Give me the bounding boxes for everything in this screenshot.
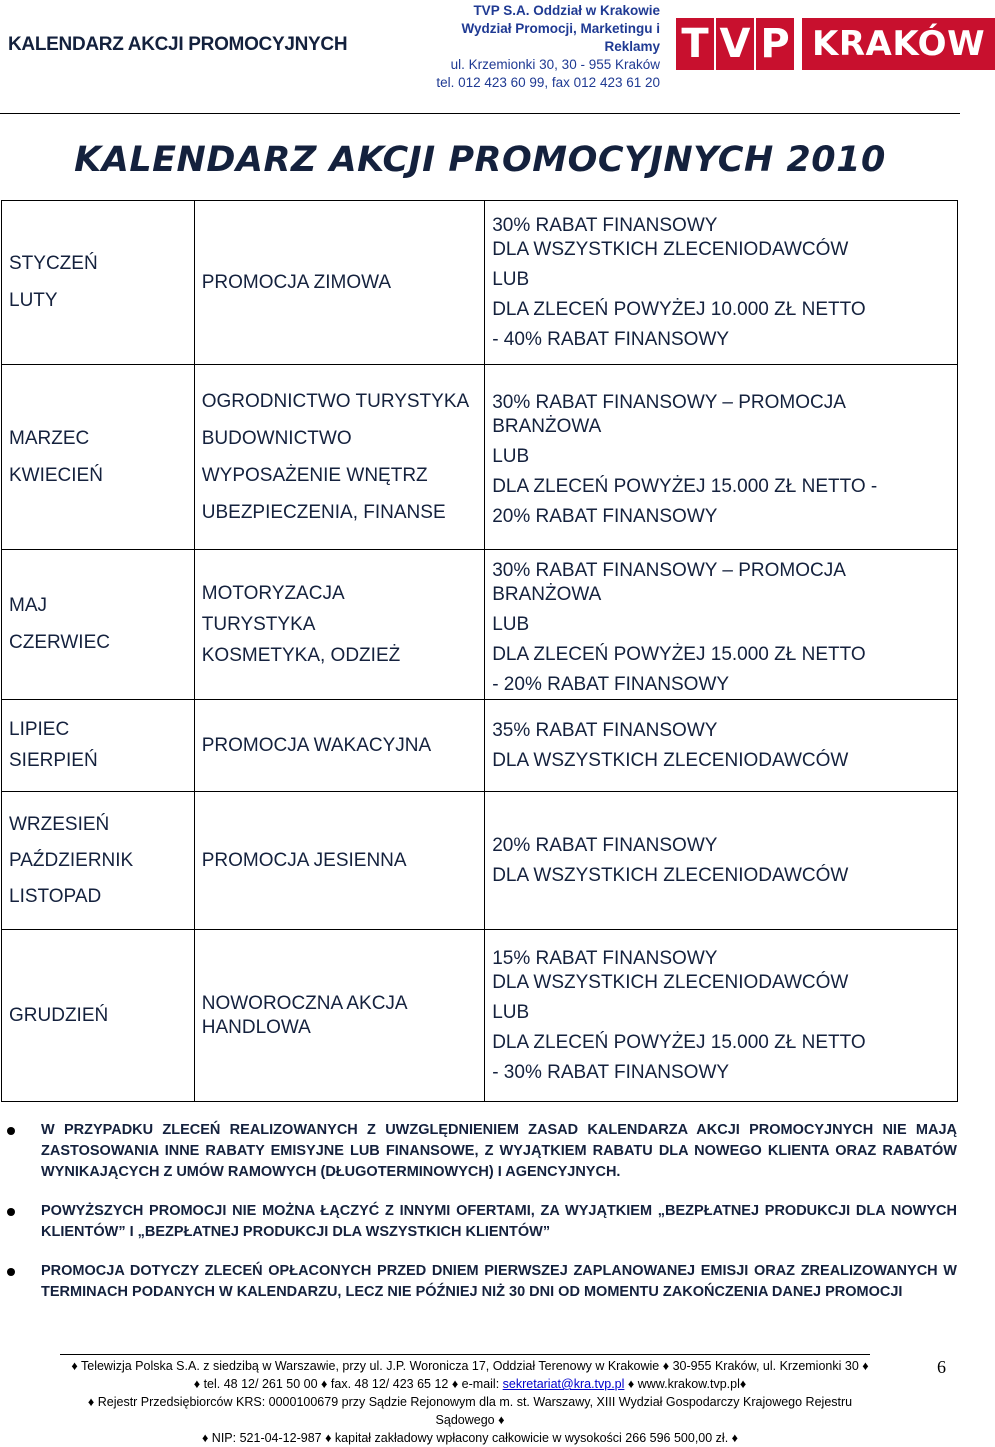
month-label: LISTOPAD <box>9 885 102 907</box>
detail-line: 20% RABAT FINANSOWY <box>492 834 718 856</box>
email-link[interactable]: sekretariat@kra.tvp.pl <box>502 1377 625 1391</box>
table-row <box>2 930 958 1102</box>
bullet-icon <box>7 1127 15 1135</box>
promotion-name: UBEZPIECZENIA, FINANSE <box>201 501 446 523</box>
detail-line: DLA ZLECEŃ POWYŻEJ 15.000 ZŁ NETTO - <box>492 476 878 497</box>
detail-line: LUB <box>492 446 530 467</box>
page-number: 6 <box>937 1357 946 1377</box>
detail-line: 35% RABAT FINANSOWY <box>492 719 718 741</box>
bullet-icon <box>7 1208 15 1216</box>
detail-line: - 30% RABAT FINANSOWY <box>492 1061 730 1083</box>
promotion-name: PROMOCJA JESIENNA <box>201 849 407 871</box>
detail-line: DLA WSZYSTKICH ZLECENIODAWCÓW <box>492 238 849 260</box>
note-text: W PRZYPADKU ZLECEŃ REALIZOWANYCH Z UWZGLĘDNIENIEM ZASAD KALENDARZA AKCJI PROMOCYJNYCH NIE MAJĄ ZASTOSOWANIA INNE RABATY EMISYJNE LUB FINANSOWE, Z WYJĄTKIEM RABATU DLA NOWEGO KLIENTA ORAZ RABATÓW WYNIKAJĄCYCH Z UMÓW RAMOWYCH (DŁUGOTERMINOWYCH) I AGENCYJNYCH. <box>41 1122 957 1180</box>
detail-line: LUB <box>492 613 530 635</box>
detail-line: - 20% RABAT FINANSOWY <box>492 673 730 695</box>
promotion-name: BUDOWNICTWO <box>201 427 352 449</box>
promotion-name: TURYSTYKA <box>201 613 316 635</box>
department-name: Wydział Promocji, Marketingu i Reklamy <box>461 21 660 54</box>
logo-letter-p: P <box>756 18 794 70</box>
footer-divider <box>60 1354 870 1355</box>
detail-line: DLA ZLECEŃ POWYŻEJ 15.000 ZŁ NETTO <box>492 1031 866 1053</box>
terms-notes <box>0 1120 960 1321</box>
table-row <box>2 792 958 930</box>
logo-letter-t: T <box>676 18 714 70</box>
detail-line: - 40% RABAT FINANSOWY <box>492 328 730 350</box>
detail-line: 20% RABAT FINANSOWY <box>492 506 718 527</box>
months-cell <box>2 201 195 365</box>
note-text: PROMOCJA DOTYCZY ZLECEŃ OPŁACONYCH PRZED DNIEM PIERWSZEJ ZAPLANOWANEJ EMISJI ORAZ ZREALIZOWANYCH W TERMINACH PODANYCH W KALENDARZU, LECZ NIE PÓŹNIEJ NIŻ 30 DNI OD MOMENTU ZAKOŃCZENIA DANEJ PROMOCJI <box>41 1263 957 1300</box>
company-phone: tel. 012 423 60 99, fax 012 423 61 20 <box>436 75 660 90</box>
promotion-name-cell <box>194 792 484 930</box>
footer-line: ♦ Telewizja Polska S.A. z siedzibą w Warszawie, przy ul. J.P. Woronicza 17, Oddział Terenowy w Krakowie ♦ 30-955 Kraków, ul. Krzemionki 30 ♦ <box>71 1359 869 1373</box>
promotions-table <box>1 200 958 1102</box>
promotion-name-cell <box>194 365 484 550</box>
company-address: ul. Krzemionki 30, 30 - 955 Kraków <box>450 57 660 72</box>
promotion-name: HANDLOWA <box>201 1016 311 1038</box>
month-label: GRUDZIEŃ <box>9 1004 109 1026</box>
promotion-name: WYPOSAŻENIE WNĘTRZ <box>201 464 428 486</box>
promotion-details-cell <box>485 700 958 792</box>
note-item <box>0 1201 960 1243</box>
detail-line: DLA WSZYSTKICH ZLECENIODAWCÓW <box>492 971 849 993</box>
table-row <box>2 365 958 550</box>
month-label: LIPIEC <box>9 719 70 740</box>
month-label: PAŹDZIERNIK <box>9 849 134 871</box>
detail-line: DLA WSZYSTKICH ZLECENIODAWCÓW <box>492 749 849 771</box>
month-label: MARZEC <box>9 427 90 449</box>
detail-line: 30% RABAT FINANSOWY – PROMOCJA BRANŻOWA <box>492 392 845 437</box>
detail-line: 30% RABAT FINANSOWY <box>492 214 718 236</box>
promotion-name-cell <box>194 930 484 1102</box>
promotion-name: PROMOCJA WAKACYJNA <box>201 734 432 756</box>
footer-line: ♦ NIP: 521-04-12-987 ♦ kapitał zakładowy wpłacony całkowicie w wysokości 266 596 500,00 zł. ♦ <box>201 1431 739 1445</box>
promotion-name: MOTORYZACJA <box>201 582 345 604</box>
header-divider <box>0 113 960 114</box>
bullet-icon <box>7 1268 15 1276</box>
note-item <box>0 1120 960 1183</box>
month-label: STYCZEŃ <box>9 253 98 274</box>
company-name: TVP S.A. Oddział w Krakowie <box>473 3 660 18</box>
detail-line: DLA WSZYSTKICH ZLECENIODAWCÓW <box>492 864 849 886</box>
footer-line <box>60 1375 880 1393</box>
promotion-details-cell <box>485 365 958 550</box>
promotion-name-cell <box>194 700 484 792</box>
footer-website: ♦ www.krakow.tvp.pl♦ <box>624 1377 747 1391</box>
months-cell <box>2 700 195 792</box>
promotion-details-cell <box>485 792 958 930</box>
detail-line: DLA ZLECEŃ POWYŻEJ 10.000 ZŁ NETTO <box>492 298 866 320</box>
month-label: KWIECIEŃ <box>9 464 103 486</box>
footer-line: ♦ Rejestr Przedsiębiorców KRS: 0000100679 przy Sądzie Rejonowym dla m. st. Warszawy, XIII Wydział Gospodarczy Krajowego Rejestru Sądowego ♦ <box>87 1395 853 1427</box>
tvp-krakow-logo <box>676 14 995 74</box>
promotion-name: PROMOCJA ZIMOWA <box>201 271 392 293</box>
months-cell <box>2 930 195 1102</box>
header-address-block <box>412 2 660 92</box>
detail-line: 15% RABAT FINANSOWY <box>492 947 718 969</box>
detail-line: DLA ZLECEŃ POWYŻEJ 15.000 ZŁ NETTO <box>492 643 866 665</box>
months-cell <box>2 365 195 550</box>
footer <box>60 1357 880 1447</box>
table-row <box>2 550 958 700</box>
promotion-details-cell <box>485 930 958 1102</box>
promotion-name: NOWOROCZNA AKCJA <box>201 992 408 1014</box>
detail-line: LUB <box>492 1001 530 1023</box>
header-left-title: KALENDARZ AKCJI PROMOCYJNYCH <box>8 34 348 55</box>
page-title: KALENDARZ AKCJI PROMOCYJNYCH 2010 <box>74 140 886 180</box>
month-label: LUTY <box>9 290 58 311</box>
footer-contact: ♦ tel. 48 12/ 261 50 00 ♦ fax. 48 12/ 423 65 12 ♦ e-mail: <box>193 1377 503 1391</box>
logo-city: KRAKÓW <box>802 18 995 70</box>
detail-line: LUB <box>492 268 530 290</box>
note-item <box>0 1261 960 1303</box>
promotion-name-cell <box>194 201 484 365</box>
promotion-name-cell <box>194 550 484 700</box>
month-label: SIERPIEŃ <box>9 750 98 771</box>
promotion-name: OGRODNICTWO TURYSTYKA <box>201 390 470 412</box>
table-row <box>2 700 958 792</box>
detail-line: 30% RABAT FINANSOWY – PROMOCJA BRANŻOWA <box>492 559 845 605</box>
promotion-name: KOSMETYKA, ODZIEŻ <box>201 644 401 666</box>
promotion-details-cell <box>485 550 958 700</box>
months-cell <box>2 550 195 700</box>
month-label: MAJ <box>9 595 47 616</box>
logo-letter-v: V <box>716 18 754 70</box>
note-text: POWYŻSZYCH PROMOCJI NIE MOŻNA ŁĄCZYĆ Z INNYMI OFERTAMI, ZA WYJĄTKIEM „BEZPŁATNEJ PRODUKCJI DLA NOWYCH KLIENTÓW” I „BEZPŁATNEJ PRODUKCJI DLA WSZYSTKICH KLIENTÓW” <box>41 1203 957 1240</box>
month-label: WRZESIEŃ <box>9 813 110 835</box>
months-cell <box>2 792 195 930</box>
promotion-details-cell <box>485 201 958 365</box>
month-label: CZERWIEC <box>9 632 110 653</box>
table-row <box>2 201 958 365</box>
